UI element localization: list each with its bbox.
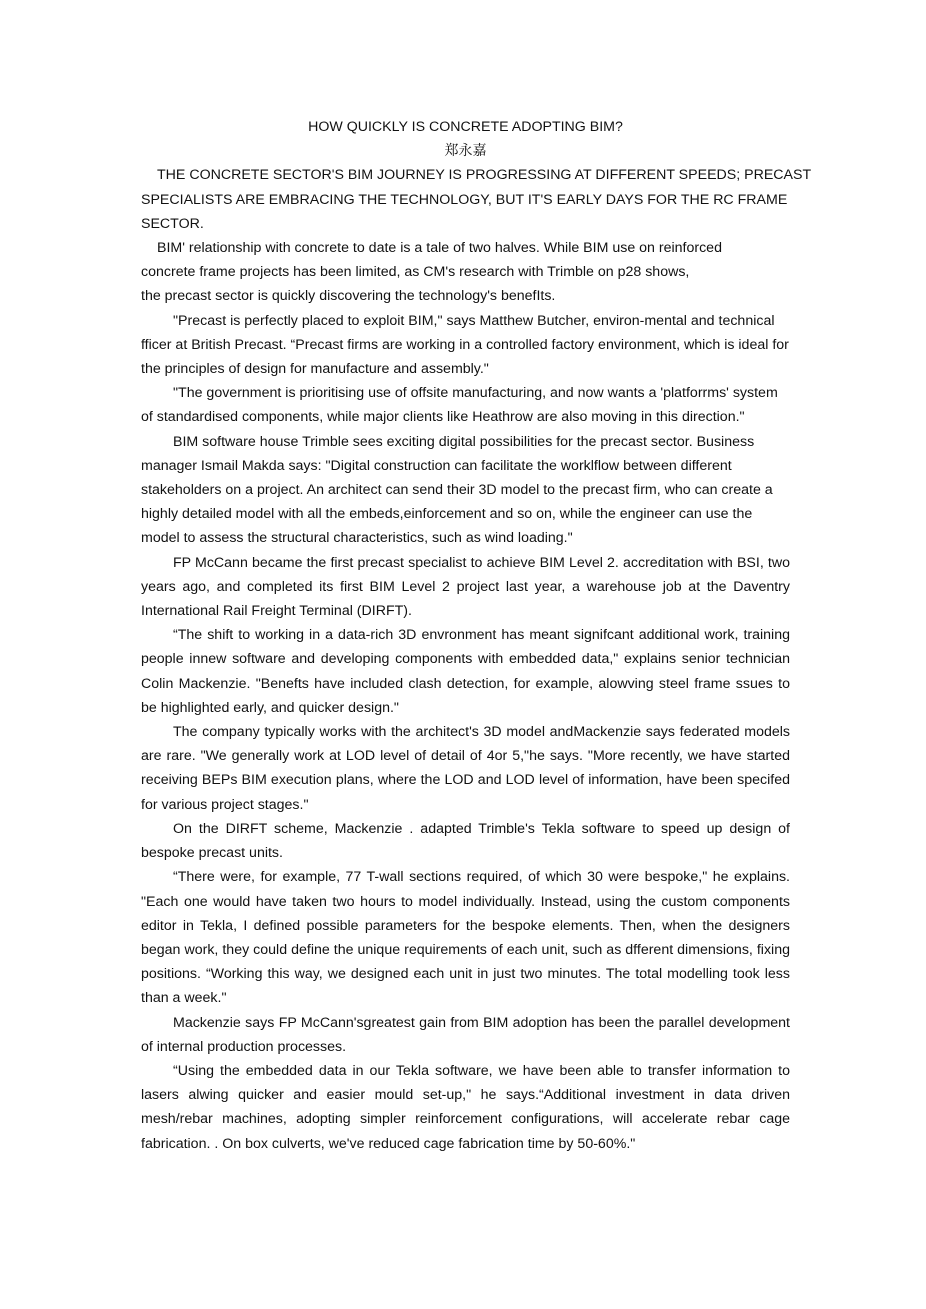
paragraph: "Precast is perfectly placed to exploit BIM," says Matthew Butcher, environ-mental and technical fficer at British Precast. “Precast firms are working in a controlled factory environment, which is ideal for the principles of design for manufacture and assembly."	[141, 312, 789, 378]
paragraph: BIM software house Trimble sees exciting digital possibilities for the precast sector. Business manager Ismail Makda says: "Digital construction can facilitate the worklflow between different stakeholders on a project. An architect can send their 3D model to the precast firm, who can create a highly detailed model with all the embeds,einforcement and so on, while the engineer can use the model to assess the structural characteristics, such as wind loading."	[141, 433, 773, 547]
subheading-line: THE CONCRETE SECTOR'S BIM JOURNEY IS PROGRESSING AT DIFFERENT SPEEDS; PRECAST	[157, 167, 812, 184]
intro-paragraph	[141, 236, 790, 309]
article-title: HOW QUICKLY IS CONCRETE ADOPTING BIM?	[308, 119, 623, 135]
article-body	[141, 115, 812, 1156]
author-name: 郑永嘉	[444, 143, 487, 160]
intro-line: BIM' relationship with concrete to date is a tale of two halves. While BIM use on reinforced	[157, 240, 722, 257]
subheading-line: SECTOR.	[141, 215, 204, 232]
subheading-line: SPECIALISTS ARE EMBRACING THE TECHNOLOGY, BUT IT'S EARLY DAYS FOR THE RC FRAME	[141, 191, 788, 208]
intro-line: concrete frame projects has been limited, as CM's research with Trimble on p28 shows,	[141, 264, 690, 281]
paragraph: On the DIRFT scheme, Mackenzie . adapted Trimble's Tekla software to speed up design of bespoke precast units.	[141, 820, 790, 862]
paragraph: Mackenzie says FP McCann'sgreatest gain from BIM adoption has been the parallel development of internal production processes.	[141, 1014, 790, 1055]
paragraph: The company typically works with the architect's 3D model andMackenzie says federated models are rare. "We generally work at LOD level of detail of 4or 5,"he says. "More recently, we have started receiving BEPs BIM execution plans, where the LOD and LOD level of information, have been specifed for various project stages."	[141, 724, 790, 813]
paragraph: FP McCann became the first precast specialist to achieve BIM Level 2. accreditation with BSI, two years ago, and completed its first BIM Level 2 project last year, a warehouse job at the Daventry International Rail Freight Terminal (DIRFT).	[141, 554, 790, 620]
subheading	[141, 163, 812, 236]
paragraph: "The government is prioritising use of offsite manufacturing, and now wants a 'platforrms' system of standardised components, while major clients like Heathrow are also moving in this direction."	[141, 385, 778, 426]
intro-line: the precast sector is quickly discovering the technology's benefIts.	[141, 288, 556, 305]
paragraph: “There were, for example, 77 T-wall sections required, of which 30 were bespoke," he explains. "Each one would have taken two hours to model individually. Instead, using the custom components editor in Tekla, I defined possible parameters for the bespoke elements. Then, when the designers began work, they could define the unique requirements of each unit, such as dfferent dimensions, fixing positions. “Working this way, we designed each unit in just two minutes. The total modelling took less than a week."	[141, 869, 790, 1007]
paragraph: “Using the embedded data in our Tekla software, we have been able to transfer information to lasers alwing quicker and easier mould set-up," he says.“Additional investment in data driven mesh/rebar machines, adopting simpler reinforcement configurations, will accelerate rebar cage fabrication. . On box culverts, we've reduced cage fabrication time by 50-60%."	[141, 1062, 790, 1152]
paragraph: “The shift to working in a data-rich 3D envronment has meant signifcant additional work, training people innew software and developing components with embedded data," explains senior technician Colin Mackenzie. "Benefts have included clash detection, for example, alowving steel frame ssues to be highlighted early, and quicker design."	[141, 627, 790, 716]
